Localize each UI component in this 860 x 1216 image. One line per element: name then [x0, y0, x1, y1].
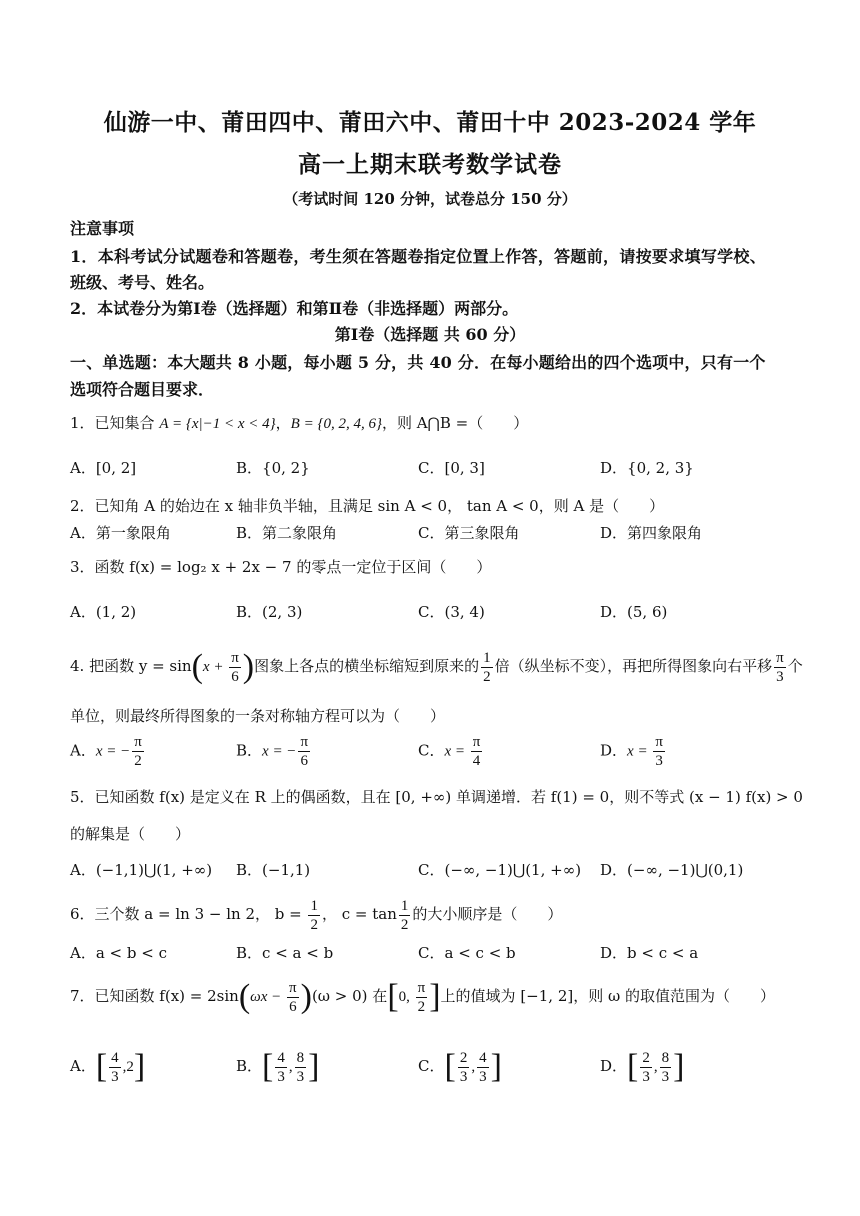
- q4-part1: 4. 把函数 y = sin: [70, 657, 192, 675]
- q7-frac-pi-6: $\frac{\pi}{6}$: [289, 979, 297, 1015]
- question-4-stem-line2: 单位，则最终所得图象的一条对称轴方程可以为（ ）: [70, 707, 446, 725]
- q6-frac-1-2-c: $\frac{1}{2}$: [400, 897, 409, 933]
- q6-part1: 6．三个数 a = ln 3 − ln 2， b =: [70, 905, 307, 923]
- q4-part3: 图象上各点的横坐标缩短到原来的: [254, 657, 480, 675]
- q3-option-d[interactable]: D．(5, 6): [600, 603, 668, 621]
- section-instructions-line1: 一、单选题：本大题共 8 小题，每小题 5 分，共 40 分．在每小题给出的四个选项中，只有一个: [70, 353, 766, 372]
- q3-option-a[interactable]: A．(1, 2): [70, 603, 137, 621]
- note-item-1-line2: 班级、考号、姓名。: [70, 273, 215, 292]
- q7-option-d[interactable]: D．[ $\frac{2}{3}$ , $\frac{8}{3}$ ]: [600, 1048, 685, 1085]
- section-title: 第Ⅰ卷（选择题 共 60 分）: [334, 325, 526, 344]
- q3-option-b[interactable]: B．(2, 3): [236, 603, 303, 621]
- q4-frac-pi-3: $\frac{\pi}{3}$: [776, 649, 784, 685]
- q4-option-a[interactable]: A．x = − $\frac{\pi}{2}$: [70, 734, 142, 769]
- q4-option-d[interactable]: D．x = $\frac{\pi}{3}$: [600, 734, 663, 769]
- q6-option-b[interactable]: B．c < a < b: [236, 944, 334, 962]
- question-1-stem: [70, 412, 800, 433]
- q1-sep: ，: [275, 414, 291, 432]
- q7-part1: 7．已知函数 f(x) = 2sin: [70, 987, 239, 1005]
- q3-option-c[interactable]: C．(3, 4): [418, 603, 485, 621]
- question-5-stem-line2: 的解集是（ ）: [70, 825, 191, 843]
- q1-ask: ，则 A⋂B =（ ）: [381, 414, 529, 432]
- q6-part3: 的大小顺序是（ ）: [412, 905, 563, 923]
- q6-frac-1-2-b: $\frac{1}{2}$: [310, 897, 318, 933]
- q1-prefix: 1．已知集合: [70, 414, 160, 432]
- q1-set-b: B = {0, 2, 4, 6}: [290, 416, 382, 432]
- q5-option-c[interactable]: C．(−∞, −1)⋃(1, +∞): [418, 861, 582, 879]
- q7-option-c[interactable]: C．[ $\frac{2}{3}$ , $\frac{4}{3}$ ]: [418, 1048, 502, 1085]
- section-instructions-line2: 选项符合题目要求．: [70, 380, 215, 399]
- q4-frac-1-2: $\frac{1}{2}$: [483, 649, 491, 685]
- q4-frac-pi-6: $\frac{\pi}{6}$: [231, 649, 239, 685]
- question-4-stem-line1: [70, 644, 803, 688]
- note-item-2: 2．本试卷分为第Ⅰ卷（选择题）和第Ⅱ卷（非选择题）两部分。: [70, 299, 519, 318]
- q7-option-b[interactable]: B．[ $\frac{4}{3}$ , $\frac{8}{3}$ ]: [236, 1048, 320, 1085]
- exam-subtitle: （考试时间 120 分钟，试卷总分 150 分）: [283, 190, 577, 208]
- q2-option-c[interactable]: C．第三象限角: [418, 524, 520, 542]
- q7-part5: 上的值域为 [−1, 2]，则 ω 的取值范围为（ ）: [440, 987, 775, 1005]
- q4-option-c[interactable]: C．x = $\frac{\pi}{4}$: [418, 734, 481, 769]
- q7-frac-pi-2: $\frac{\pi}{2}$: [417, 979, 426, 1015]
- q2-option-b[interactable]: B．第二象限角: [236, 524, 338, 542]
- q4-part5: 个: [787, 657, 803, 675]
- q6-option-a[interactable]: A．a < b < c: [70, 944, 167, 962]
- q4-lparen: (: [191, 648, 203, 685]
- q7-part3: (ω > 0) 在: [311, 987, 388, 1005]
- q4-part2: x +: [202, 659, 228, 675]
- q5-option-a[interactable]: A．(−1,1)⋃(1, +∞): [70, 861, 213, 879]
- q1-option-d[interactable]: D．{0, 2, 3}: [600, 459, 694, 477]
- q4-part4: 倍（纵坐标不变），再把所得图象向右平移: [494, 657, 773, 675]
- notes-heading: 注意事项: [70, 219, 135, 238]
- q7-part4: 0,: [398, 989, 414, 1005]
- q2-option-d[interactable]: D．第四象限角: [600, 524, 703, 542]
- q4-rparen: ): [242, 648, 255, 685]
- q5-option-b[interactable]: B．(−1,1): [236, 861, 311, 879]
- note-item-1-line1: 1．本科考试分试题卷和答题卷，考生须在答题卷指定位置上作答，答题前，请按要求填写学校、: [70, 247, 767, 266]
- q4-option-b[interactable]: B．x = − $\frac{\pi}{6}$: [236, 734, 309, 769]
- q1-set-a: A = {x|−1 < x < 4}: [159, 416, 276, 432]
- q2-option-a[interactable]: A．第一象限角: [70, 524, 171, 542]
- q1-option-c[interactable]: C．[0, 3]: [418, 459, 485, 477]
- q7-option-a[interactable]: A．[ $\frac{4}{3}$ ,2]: [70, 1048, 146, 1085]
- question-7-stem: 7．已知函数 f(x) = 2sin(ωx − $\frac{\pi}{6}$ )(ω > 0) 在[0, $\frac{\pi}{2}$ ]上的值域为 [−1, 2]，则 ω 的取值范围为（ ）: [70, 978, 775, 1015]
- q6-part2: ， c = tan: [321, 905, 397, 923]
- question-6-stem: [70, 894, 800, 934]
- q1-option-b[interactable]: B．{0, 2}: [236, 459, 310, 477]
- q7-part2: ωx −: [250, 989, 286, 1005]
- q5-option-d[interactable]: D．(−∞, −1)⋃(0,1): [600, 861, 744, 879]
- question-3-stem: 3．函数 f(x) = log₂ x + 2x − 7 的零点一定位于区间（ ）: [70, 558, 492, 576]
- q6-option-c[interactable]: C．a < c < b: [418, 944, 516, 962]
- question-5-stem-line1: 5．已知函数 f(x) 是定义在 R 上的偶函数，且在 [0, +∞) 单调递增．若 f(1) = 0，则不等式 (x − 1) f(x) > 0: [70, 788, 803, 806]
- question-2-stem: 2．已知角 A 的始边在 x 轴非负半轴，且满足 sin A < 0， tan A < 0，则 A 是（ ）: [70, 497, 665, 515]
- exam-title-line2: 高一上期末联考数学试卷: [298, 151, 562, 178]
- exam-title-line1: 仙游一中、莆田四中、莆田六中、莆田十中 2023-2024 学年: [103, 109, 757, 136]
- q1-option-a[interactable]: A．[0, 2]: [70, 459, 137, 477]
- q6-option-d[interactable]: D．b < c < a: [600, 944, 699, 962]
